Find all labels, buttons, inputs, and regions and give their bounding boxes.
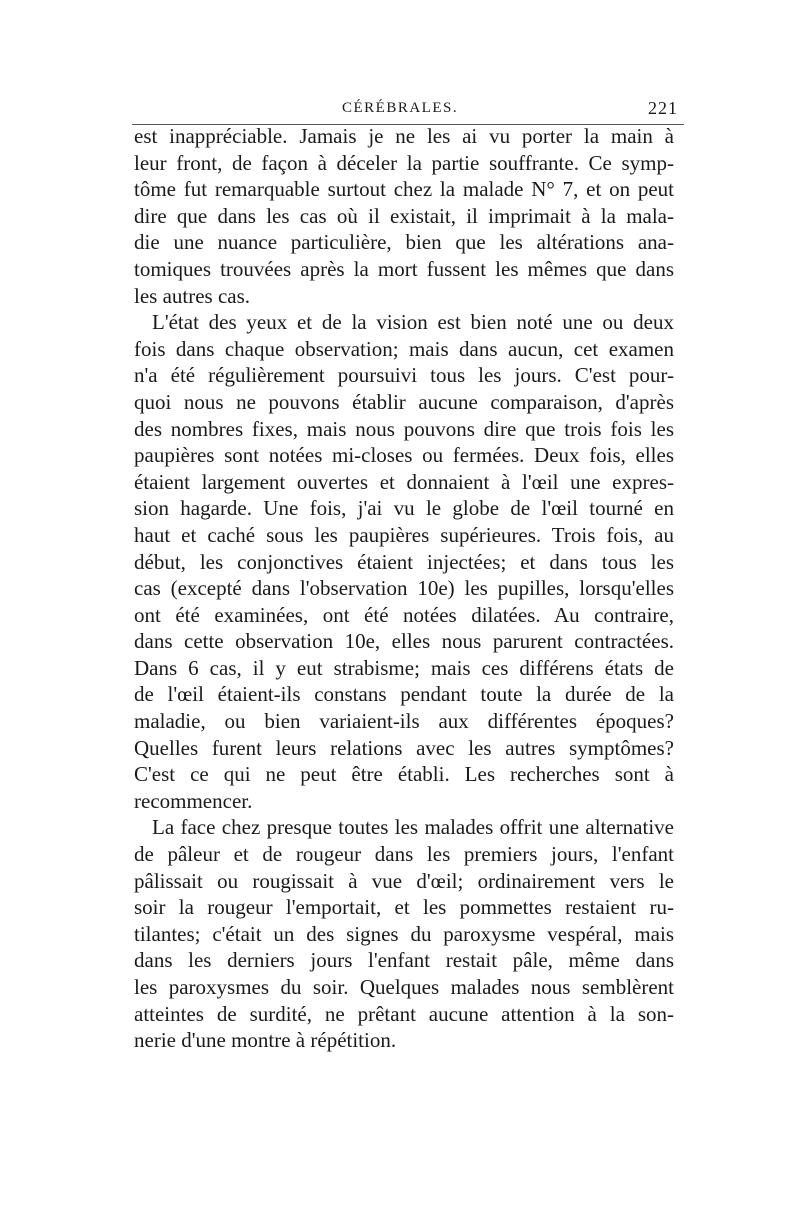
text-line: maladie, ou bien variaient-ils aux différentes époques? — [134, 709, 674, 734]
text-line: soir la rougeur l'emportait, et les pommettes restaient ru- — [134, 895, 674, 920]
text-line: sion hagarde. Une fois, j'ai vu le globe de l'œil tourné en — [134, 496, 674, 521]
text-line: fois dans chaque observation; mais dans aucun, cet examen — [134, 336, 674, 361]
text-line: cas (excepté dans l'observation 10e) les pupilles, lorsqu'elles — [134, 576, 674, 601]
text-line: ont été examinées, ont été notées dilatées. Au contraire, — [134, 602, 674, 627]
text-line: Dans 6 cas, il y eut strabisme; mais ces différens états de — [134, 655, 674, 680]
text-line: début, les conjonctives étaient injectées; et dans tous les — [134, 549, 674, 574]
text-line: tôme fut remarquable surtout chez la malade N° 7, et on peut — [134, 177, 674, 202]
text-line: La face chez presque toutes les malades offrit une alternative — [152, 815, 674, 840]
text-line: die une nuance particulière, bien que les altérations ana- — [134, 230, 674, 255]
text-line: C'est ce qui ne peut être établi. Les recherches sont à — [134, 762, 674, 787]
text-line: tilantes; c'était un des signes du paroxysme vespéral, mais — [134, 921, 674, 946]
running-title: CÉRÉBRALES. — [342, 100, 459, 116]
text-line: des nombres fixes, mais nous pouvons dire que trois fois les — [134, 416, 674, 441]
text-line: paupières sont notées mi-closes ou fermées. Deux fois, elles — [134, 443, 674, 468]
text-line: les paroxysmes du soir. Quelques malades nous semblèrent — [134, 975, 674, 999]
running-header — [132, 96, 684, 125]
body-text — [134, 123, 674, 1054]
text-line: recommencer. — [134, 788, 253, 813]
text-line: dans les derniers jours l'enfant restait pâle, même dans — [134, 948, 674, 973]
text-line: tomiques trouvées après la mort fussent les mêmes que dans — [134, 256, 674, 281]
text-line: haut et caché sous les paupières supérieures. Trois fois, au — [134, 522, 674, 547]
text-line: est inappréciable. Jamais je ne les ai vu porter la main à — [134, 124, 674, 148]
text-line: pâlissait ou rougissait à vue d'œil; ordinairement vers le — [134, 868, 674, 893]
text-line: dans cette observation 10e, elles nous parurent contractées. — [134, 629, 674, 654]
text-line: leur front, de façon à déceler la partie souffrante. Ce symp- — [134, 150, 674, 175]
text-line: de l'œil étaient-ils constans pendant toute la durée de la — [134, 682, 674, 707]
text-line: L'état des yeux et de la vision est bien noté une ou deux — [152, 310, 674, 335]
text-line: étaient largement ouvertes et donnaient à l'œil une expres- — [134, 469, 674, 494]
text-line: les autres cas. — [134, 283, 251, 308]
text-line: dire que dans les cas où il existait, il imprimait à la mala- — [134, 203, 674, 228]
text-line: nerie d'une montre à répétition. — [134, 1028, 397, 1053]
text-line: atteintes de surdité, ne prêtant aucune attention à la son- — [134, 1001, 674, 1026]
text-line: de pâleur et de rougeur dans les premiers jours, l'enfant — [134, 842, 674, 867]
text-line: quoi nous ne pouvons établir aucune comparaison, d'après — [134, 389, 674, 414]
text-line: n'a été régulièrement poursuivi tous les jours. C'est pour- — [134, 363, 674, 388]
text-line: Quelles furent leurs relations avec les autres symptômes? — [134, 735, 674, 760]
page-number: 221 — [648, 98, 678, 118]
